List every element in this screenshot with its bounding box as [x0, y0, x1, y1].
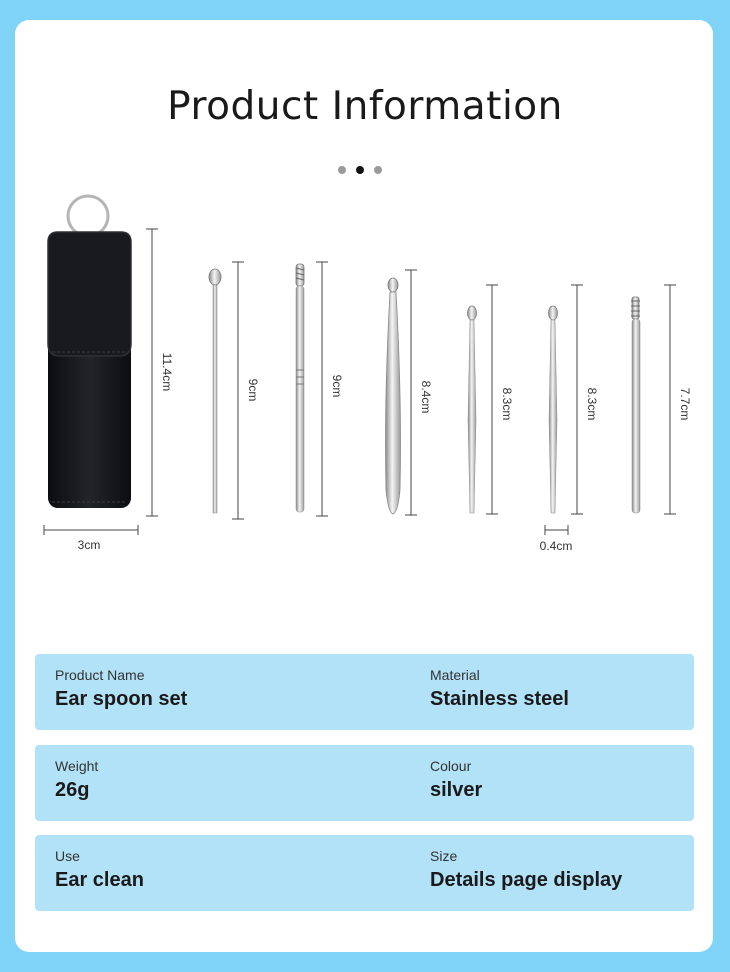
material-value: Stainless steel: [430, 688, 569, 710]
material-label: Material: [430, 667, 480, 683]
dimension-label: 3cm: [77, 538, 101, 552]
use-label: Use: [55, 848, 80, 864]
case-width-dimension: [44, 525, 138, 552]
dimension-label: 0.4cm: [539, 539, 573, 553]
dimension-label: 8.4cm: [419, 380, 433, 414]
info-row-weight-colour: [35, 745, 694, 821]
double-spoon-tool: [386, 278, 401, 514]
dimension-label: 8.3cm: [500, 387, 514, 421]
small-spoon-tool-2-dimension: [571, 285, 599, 514]
tip-width-dimension: [540, 525, 573, 553]
weight-value: 26g: [55, 779, 90, 801]
colour-value: silver: [430, 779, 483, 801]
coil-tool: [631, 297, 640, 513]
small-spoon-tool: [468, 306, 477, 513]
page-title: Product Information: [167, 84, 563, 129]
dimension-label: 8.3cm: [585, 387, 599, 421]
small-spoon-tool-dimension: [486, 285, 514, 514]
small-spoon-tool-2: [549, 306, 558, 513]
use-value: Ear clean: [55, 869, 144, 891]
info-row-product-material: [35, 654, 694, 730]
dimension-label: 7.7cm: [678, 387, 692, 421]
dimension-label: 11.4cm: [160, 352, 174, 392]
spoon-tool-dimension: [232, 262, 260, 519]
case-flap: [48, 232, 131, 356]
coil-tool-dimension: [664, 285, 692, 514]
size-value: Details page display: [430, 869, 623, 891]
leather-case: [48, 196, 131, 508]
spiral-tool-dimension: [316, 262, 344, 516]
key-ring: [68, 196, 108, 236]
colour-label: Colour: [430, 758, 472, 774]
case-height-dimension: [146, 229, 174, 516]
product-name-label: Product Name: [55, 667, 145, 683]
size-label: Size: [430, 848, 458, 864]
double-spoon-tool-dimension: [405, 270, 433, 515]
product-name-value: Ear spoon set: [55, 688, 188, 710]
spiral-tool: [296, 264, 304, 512]
spoon-tool: [209, 269, 221, 513]
weight-label: Weight: [55, 758, 99, 774]
dimension-label: 9cm: [330, 374, 344, 398]
dimension-label: 9cm: [246, 378, 260, 402]
info-row-use-size: [35, 835, 694, 911]
